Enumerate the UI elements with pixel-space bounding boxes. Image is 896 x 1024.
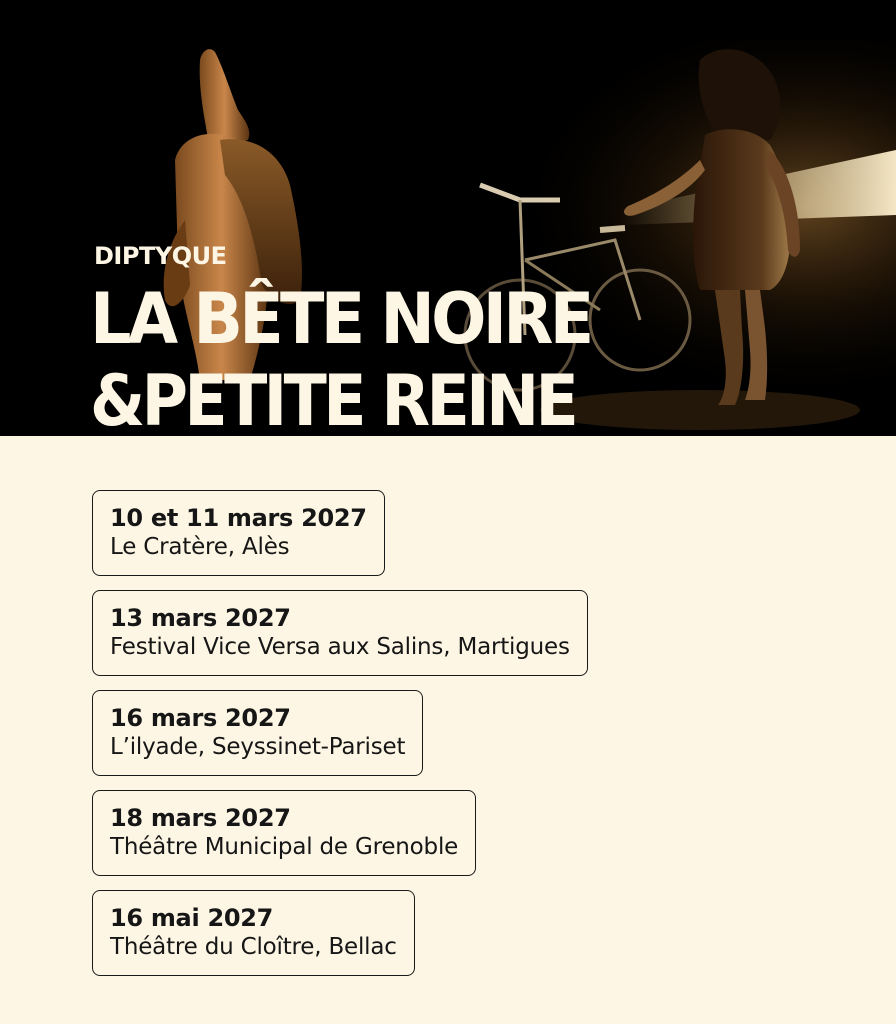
performance-date: 16 mai 2027 (110, 904, 274, 932)
performance-card (92, 790, 476, 876)
performance-date: 13 mars 2027 (110, 604, 291, 632)
performance-date: 18 mars 2027 (110, 804, 291, 832)
performance-card (92, 490, 385, 576)
performance-date: 16 mars 2027 (110, 704, 291, 732)
performance-card (92, 890, 415, 976)
performance-card (92, 590, 588, 676)
performance-venue: Théâtre du Cloître, Bellac (110, 934, 397, 960)
show-subtitle: DIPTYQUE (94, 242, 227, 270)
performance-dates-list (92, 490, 588, 990)
performance-venue: L’ilyade, Seyssinet-Pariset (110, 734, 406, 760)
show-title-line-2: &PETITE REINE (90, 360, 576, 436)
hero-photo (0, 0, 896, 436)
performance-date: 10 et 11 mars 2027 (110, 504, 367, 532)
performance-venue: Le Cratère, Alès (110, 534, 290, 560)
show-title-line-1: LA BÊTE NOIRE (90, 278, 591, 360)
performance-venue: Festival Vice Versa aux Salins, Martigues (110, 634, 570, 660)
performance-venue: Théâtre Municipal de Grenoble (110, 834, 459, 860)
performance-card (92, 690, 423, 776)
